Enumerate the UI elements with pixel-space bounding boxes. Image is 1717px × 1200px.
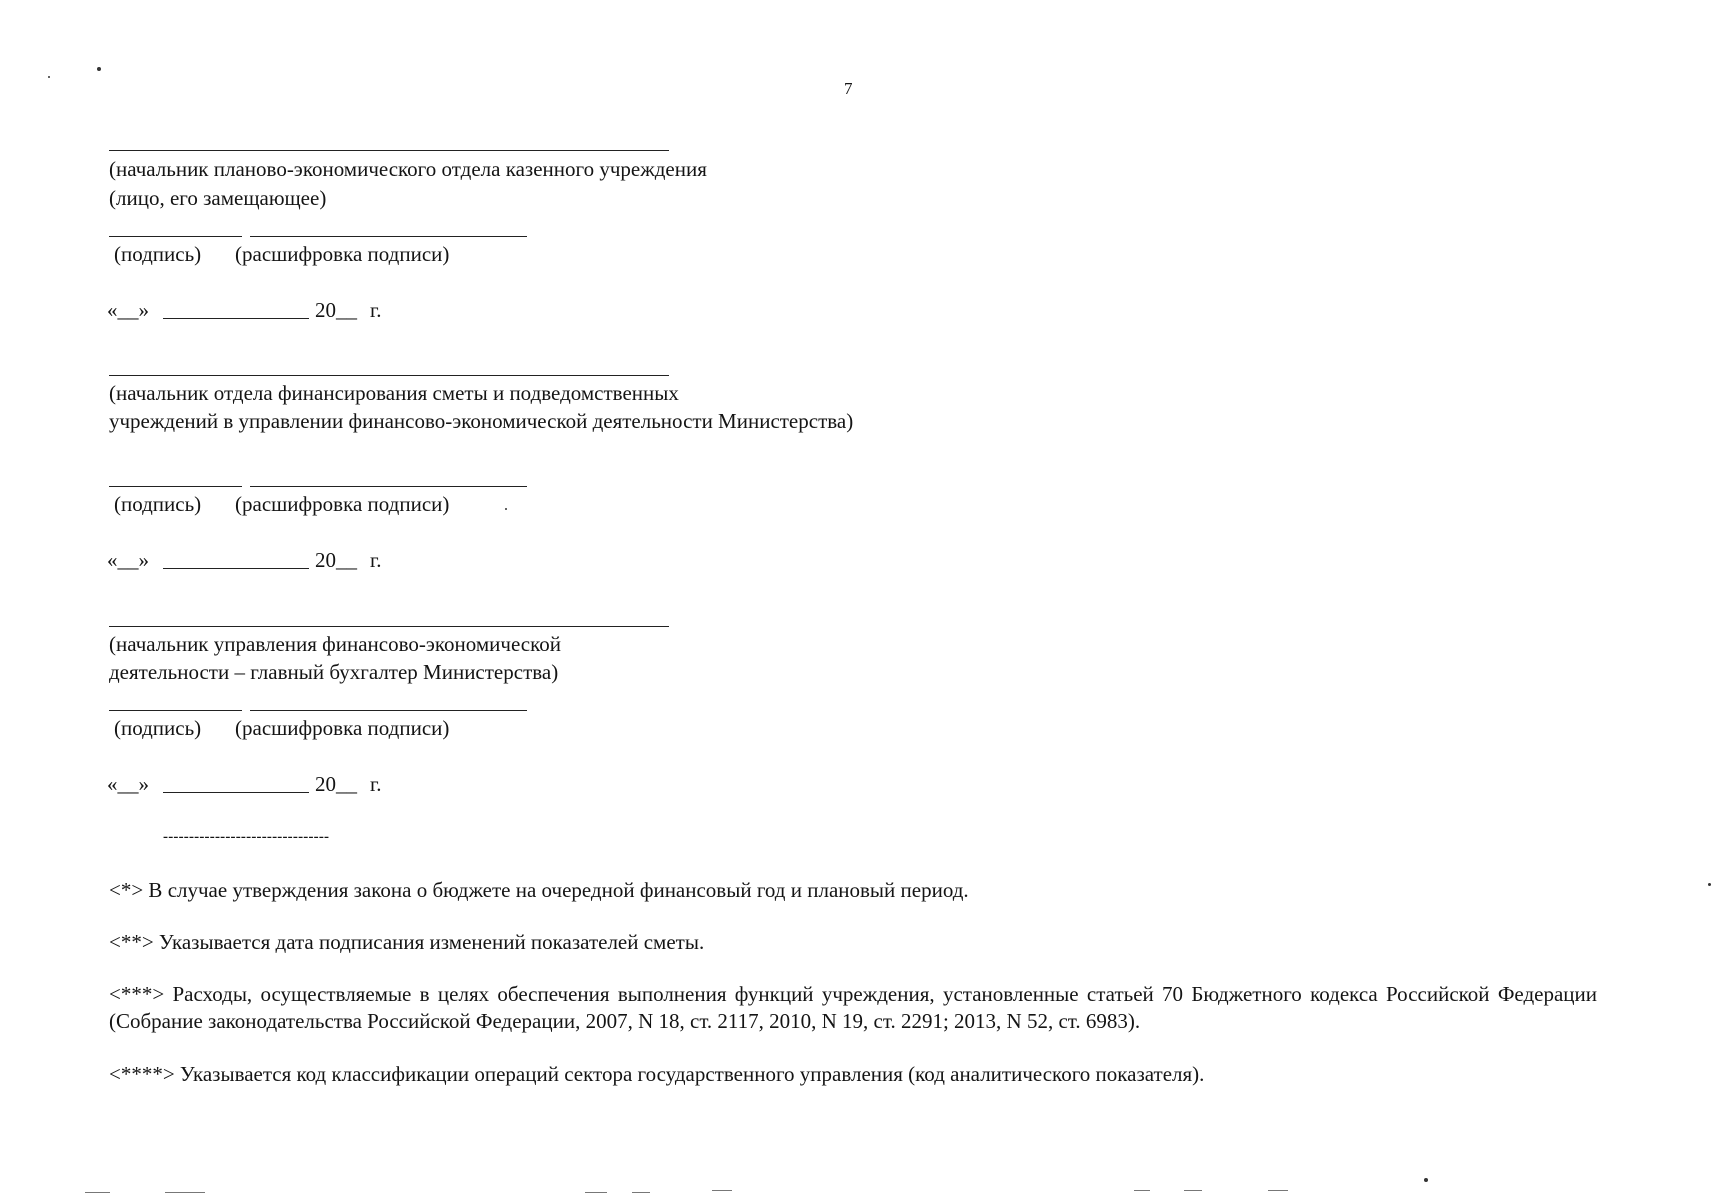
scan-mark bbox=[712, 1190, 732, 1191]
date-month-line bbox=[163, 318, 309, 319]
signature-label: (подпись) bbox=[114, 716, 202, 740]
footnote-4: <****> Указывается код классификации операций сектора государственного управления (код аналитического показателя). bbox=[109, 1062, 1205, 1086]
signature-decoding-label: (расшифровка подписи) bbox=[235, 242, 450, 266]
scan-mark bbox=[85, 1192, 110, 1193]
signature-decoding-label: (расшифровка подписи) bbox=[235, 716, 450, 740]
position-title-line-1: (начальник управления финансово-экономической bbox=[109, 632, 561, 656]
footnote-2: <**> Указывается дата подписания изменений показателей сметы. bbox=[109, 930, 705, 954]
signature-decoding-line bbox=[250, 486, 527, 487]
scan-mark bbox=[1268, 1190, 1288, 1191]
signature-line bbox=[109, 710, 242, 711]
scan-mark bbox=[585, 1192, 607, 1193]
scan-speck bbox=[48, 76, 50, 78]
date-year: 20__ bbox=[315, 548, 357, 572]
date-year-suffix: г. bbox=[370, 548, 382, 572]
scan-speck bbox=[97, 67, 101, 71]
scan-speck bbox=[1424, 1178, 1428, 1182]
footnote-3: <***> Расходы, осуществляемые в целях обеспечения выполнения функций учреждения, установленные статьей 70 Бюджетного кодекса Российской Федерации (Собрание законодательства Российской Федерации, 2007, N 18, ст. 2117, 2010, N 19, ст. 2291; 2013, N 52, ст. 6983). bbox=[109, 982, 1597, 1034]
signature-line bbox=[109, 236, 242, 237]
position-signature-line bbox=[109, 375, 669, 376]
position-signature-line bbox=[109, 150, 669, 151]
signature-line bbox=[109, 486, 242, 487]
position-signature-line bbox=[109, 626, 669, 627]
scan-speck bbox=[1708, 883, 1711, 886]
page-number: 7 bbox=[844, 79, 853, 98]
scan-mark bbox=[1134, 1190, 1150, 1191]
signature-decoding-line bbox=[250, 236, 527, 237]
position-title-line-2: (лицо, его замещающее) bbox=[109, 186, 327, 210]
signature-label: (подпись) bbox=[114, 492, 202, 516]
position-title-line-2: деятельности – главный бухгалтер Министерства) bbox=[109, 660, 559, 684]
date-month-line bbox=[163, 792, 309, 793]
date-year-suffix: г. bbox=[370, 772, 382, 796]
date-year-suffix: г. bbox=[370, 298, 382, 322]
scan-speck bbox=[505, 508, 507, 510]
signature-decoding-label: (расшифровка подписи) bbox=[235, 492, 450, 516]
scan-mark bbox=[1184, 1190, 1202, 1191]
footnote-separator: -------------------------------- bbox=[163, 829, 330, 845]
position-title-line-2: учреждений в управлении финансово-экономической деятельности Министерства) bbox=[109, 409, 854, 433]
date-year: 20__ bbox=[315, 298, 357, 322]
position-title-line-1: (начальник отдела финансирования сметы и подведомственных bbox=[109, 381, 679, 405]
scan-mark bbox=[165, 1192, 205, 1193]
position-title-line-1: (начальник планово-экономического отдела казенного учреждения bbox=[109, 157, 707, 181]
signature-decoding-line bbox=[250, 710, 527, 711]
date-day: «__» bbox=[107, 298, 149, 322]
scan-mark bbox=[632, 1192, 650, 1193]
date-day: «__» bbox=[107, 772, 149, 796]
signature-label: (подпись) bbox=[114, 242, 202, 266]
footnote-1: <*> В случае утверждения закона о бюджете на очередной финансовый год и плановый период. bbox=[109, 878, 969, 902]
date-year: 20__ bbox=[315, 772, 357, 796]
date-day: «__» bbox=[107, 548, 149, 572]
date-month-line bbox=[163, 568, 309, 569]
